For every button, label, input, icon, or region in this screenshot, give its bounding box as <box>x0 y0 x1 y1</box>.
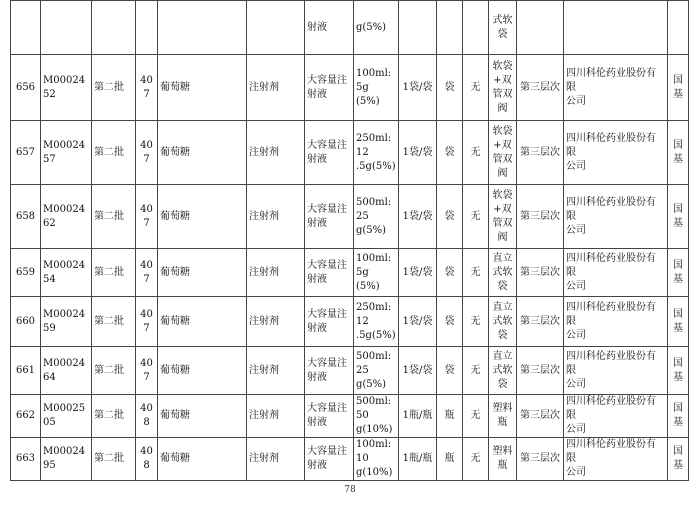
cell-spec: g(5%) <box>354 1 399 55</box>
drug-list-table <box>10 0 689 481</box>
cell-material: 直立 式软 袋 <box>489 347 517 395</box>
cell-company: 四川科伦药业股份有限 公司 <box>564 185 668 249</box>
cell-no: 658 <box>11 185 41 249</box>
cell-batch: 第二批 <box>92 55 136 121</box>
table-row <box>11 438 689 481</box>
table-row <box>11 395 689 438</box>
cell-code: M0002505 <box>41 395 92 438</box>
cell-spec: 500ml:25 g(5%) <box>354 347 399 395</box>
cell-level: 第三层次 <box>517 185 564 249</box>
cell-flag: 无 <box>463 395 489 438</box>
table-row-continued <box>11 1 689 55</box>
cell-material: 塑料 瓶 <box>489 395 517 438</box>
cell-unit: 袋 <box>437 249 463 297</box>
cell-pack: 1袋/袋 <box>399 185 437 249</box>
cell-dosage-form: 注射剂 <box>247 438 305 481</box>
cell-dosage-form: 注射剂 <box>247 185 305 249</box>
cell-source: 国基 <box>668 347 689 395</box>
table-row <box>11 185 689 249</box>
cell-dosage-form: 注射剂 <box>247 55 305 121</box>
cell-code: M0002452 <box>41 55 92 121</box>
cell-material: 直立 式软 袋 <box>489 249 517 297</box>
cell-group: 407 <box>136 297 158 347</box>
table-row <box>11 249 689 297</box>
cell-group: 407 <box>136 249 158 297</box>
cell-company: 四川科伦药业股份有限 公司 <box>564 438 668 481</box>
cell-no: 660 <box>11 297 41 347</box>
cell-batch: 第二批 <box>92 185 136 249</box>
cell-dosage-form <box>247 1 305 55</box>
cell-no: 661 <box>11 347 41 395</box>
cell-name: 葡萄糖 <box>158 297 247 347</box>
cell-no: 656 <box>11 55 41 121</box>
cell-code: M0002462 <box>41 185 92 249</box>
table-row <box>11 347 689 395</box>
cell-category: 大容量注 射液 <box>305 395 354 438</box>
cell-code: M0002495 <box>41 438 92 481</box>
cell-flag: 无 <box>463 185 489 249</box>
cell-flag: 无 <box>463 249 489 297</box>
cell-material: 直立 式软 袋 <box>489 297 517 347</box>
cell-flag: 无 <box>463 55 489 121</box>
cell-pack: 1袋/袋 <box>399 347 437 395</box>
cell-source: 国基 <box>668 249 689 297</box>
cell-pack: 1瓶/瓶 <box>399 395 437 438</box>
cell-flag <box>463 1 489 55</box>
cell-source: 国基 <box>668 55 689 121</box>
cell-level: 第三层次 <box>517 395 564 438</box>
cell-source: 国基 <box>668 297 689 347</box>
cell-category: 大容量注 射液 <box>305 185 354 249</box>
cell-level: 第三层次 <box>517 347 564 395</box>
cell-name <box>158 1 247 55</box>
cell-level: 第三层次 <box>517 297 564 347</box>
cell-unit <box>437 1 463 55</box>
cell-category: 大容量注 射液 <box>305 297 354 347</box>
cell-code: M0002457 <box>41 121 92 185</box>
cell-batch: 第二批 <box>92 438 136 481</box>
table-row <box>11 297 689 347</box>
cell-group <box>136 1 158 55</box>
cell-batch: 第二批 <box>92 121 136 185</box>
cell-level: 第三层次 <box>517 121 564 185</box>
cell-dosage-form: 注射剂 <box>247 347 305 395</box>
cell-group: 407 <box>136 121 158 185</box>
cell-spec: 500ml:25 g(5%) <box>354 185 399 249</box>
cell-code <box>41 1 92 55</box>
cell-source <box>668 1 689 55</box>
cell-no: 659 <box>11 249 41 297</box>
cell-level: 第三层次 <box>517 249 564 297</box>
cell-pack <box>399 1 437 55</box>
cell-category: 大容量注 射液 <box>305 347 354 395</box>
cell-batch: 第二批 <box>92 249 136 297</box>
cell-pack: 1袋/袋 <box>399 55 437 121</box>
cell-name: 葡萄糖 <box>158 121 247 185</box>
table-row <box>11 121 689 185</box>
cell-code: M0002464 <box>41 347 92 395</box>
cell-spec: 250ml:12 .5g(5%) <box>354 121 399 185</box>
cell-category: 大容量注 射液 <box>305 55 354 121</box>
cell-batch: 第二批 <box>92 347 136 395</box>
cell-source: 国基 <box>668 395 689 438</box>
cell-material: 式软 袋 <box>489 1 517 55</box>
cell-batch: 第二批 <box>92 395 136 438</box>
cell-unit: 瓶 <box>437 438 463 481</box>
cell-company: 四川科伦药业股份有限 公司 <box>564 297 668 347</box>
cell-flag: 无 <box>463 438 489 481</box>
cell-unit: 袋 <box>437 347 463 395</box>
cell-level: 第三层次 <box>517 55 564 121</box>
cell-level: 第三层次 <box>517 438 564 481</box>
cell-company: 四川科伦药业股份有限 公司 <box>564 121 668 185</box>
cell-group: 407 <box>136 185 158 249</box>
table-body <box>11 1 689 481</box>
cell-unit: 袋 <box>437 55 463 121</box>
cell-unit: 袋 <box>437 121 463 185</box>
cell-source: 国基 <box>668 185 689 249</box>
cell-company: 四川科伦药业股份有限 公司 <box>564 395 668 438</box>
cell-category: 大容量注 射液 <box>305 249 354 297</box>
cell-code: M0002454 <box>41 249 92 297</box>
cell-dosage-form: 注射剂 <box>247 249 305 297</box>
cell-dosage-form: 注射剂 <box>247 395 305 438</box>
cell-company: 四川科伦药业股份有限 公司 <box>564 347 668 395</box>
page-number: 78 <box>344 485 356 495</box>
cell-no: 662 <box>11 395 41 438</box>
cell-name: 葡萄糖 <box>158 347 247 395</box>
cell-unit: 瓶 <box>437 395 463 438</box>
cell-material: 软袋 +双 管双 阀 <box>489 121 517 185</box>
cell-spec: 100ml:5g (5%) <box>354 55 399 121</box>
cell-flag: 无 <box>463 297 489 347</box>
cell-pack: 1袋/袋 <box>399 121 437 185</box>
cell-source: 国基 <box>668 438 689 481</box>
cell-pack: 1袋/袋 <box>399 249 437 297</box>
cell-dosage-form: 注射剂 <box>247 297 305 347</box>
cell-unit: 袋 <box>437 185 463 249</box>
cell-pack: 1瓶/瓶 <box>399 438 437 481</box>
cell-no: 663 <box>11 438 41 481</box>
cell-level <box>517 1 564 55</box>
cell-category: 大容量注 射液 <box>305 438 354 481</box>
cell-unit: 袋 <box>437 297 463 347</box>
cell-category: 大容量注 射液 <box>305 121 354 185</box>
cell-category: 射液 <box>305 1 354 55</box>
cell-name: 葡萄糖 <box>158 249 247 297</box>
cell-batch <box>92 1 136 55</box>
cell-spec: 500ml:50 g(10%) <box>354 395 399 438</box>
cell-name: 葡萄糖 <box>158 55 247 121</box>
cell-company <box>564 1 668 55</box>
cell-group: 407 <box>136 347 158 395</box>
cell-dosage-form: 注射剂 <box>247 121 305 185</box>
cell-group: 408 <box>136 438 158 481</box>
cell-group: 408 <box>136 395 158 438</box>
cell-no: 657 <box>11 121 41 185</box>
cell-pack: 1袋/袋 <box>399 297 437 347</box>
cell-material: 塑料 瓶 <box>489 438 517 481</box>
cell-batch: 第二批 <box>92 297 136 347</box>
cell-code: M0002459 <box>41 297 92 347</box>
cell-company: 四川科伦药业股份有限 公司 <box>564 55 668 121</box>
cell-no <box>11 1 41 55</box>
table-row <box>11 55 689 121</box>
cell-name: 葡萄糖 <box>158 438 247 481</box>
cell-material: 软袋 +双 管双 阀 <box>489 55 517 121</box>
cell-company: 四川科伦药业股份有限 公司 <box>564 249 668 297</box>
cell-name: 葡萄糖 <box>158 395 247 438</box>
cell-material: 软袋 +双 管双 阀 <box>489 185 517 249</box>
cell-name: 葡萄糖 <box>158 185 247 249</box>
cell-flag: 无 <box>463 347 489 395</box>
cell-spec: 250ml:12 .5g(5%) <box>354 297 399 347</box>
cell-source: 国基 <box>668 121 689 185</box>
cell-flag: 无 <box>463 121 489 185</box>
cell-spec: 100ml:10 g(10%) <box>354 438 399 481</box>
cell-spec: 100ml:5g (5%) <box>354 249 399 297</box>
cell-group: 407 <box>136 55 158 121</box>
